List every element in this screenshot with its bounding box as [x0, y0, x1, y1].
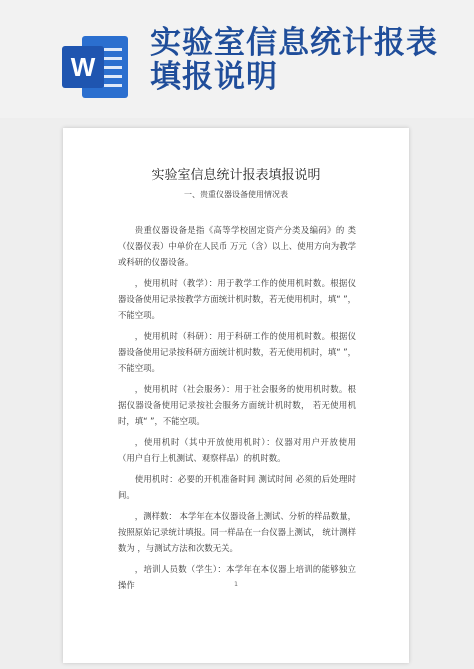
page-number: 1 [234, 581, 238, 588]
paragraph: 使用机时：必要的开机准备时间 测试时间 必须的后处理时间。 [118, 474, 356, 500]
paragraph: ，使用机时（其中开放使用机时）：仪器对用户开放使用（用户自行上机测试、观察样品）的机时数。 [118, 437, 356, 463]
paragraph: ，使用机时（社会服务）：用于社会服务的使用机时数。根据仪器设备使用记录按社会服务方面统计机时数， 若无使用机时，填“ ”，不能空项。 [118, 384, 356, 426]
paragraph: ，培训人员数（学生）：本学年在本仪器上培训的能够独立操作 [118, 564, 356, 590]
document-body [118, 222, 356, 598]
document-page [63, 128, 409, 663]
word-document-icon [62, 36, 128, 98]
section-heading: 一、贵重仪器设备使用情况表 [184, 190, 288, 199]
paragraph: ，使用机时（科研）：用于科研工作的使用机时数。根据仪器设备使用记录按科研方面统计机时数，若无使用机时，填“ ”，不能空项。 [118, 331, 356, 373]
document-title: 实验室信息统计报表填报说明 [151, 168, 321, 183]
paragraph: ，使用机时（教学）：用于教学工作的使用机时数。根据仪器设备使用记录按教学方面统计机时数，若无使用机时，填“ ”，不能空项。 [118, 278, 356, 320]
header-banner [0, 0, 474, 118]
hero-title: 实验室信息统计报表填报说明 [150, 25, 438, 95]
paragraph: ，测样数： 本学年在本仪器设备上测试、分析的样品数量，按照原始记录统计填报。同一样品在一台仪器上测试， 统计测样数为 ，与测试方法和次数无关。 [118, 511, 356, 553]
word-logo-badge: W [62, 46, 104, 88]
paragraph: 贵重仪器设备是指《高等学校固定资产分类及编码》的 类（仪器仪表）中单价在人民币 万元（含）以上、使用方向为教学或科研的仪器设备。 [118, 225, 356, 267]
